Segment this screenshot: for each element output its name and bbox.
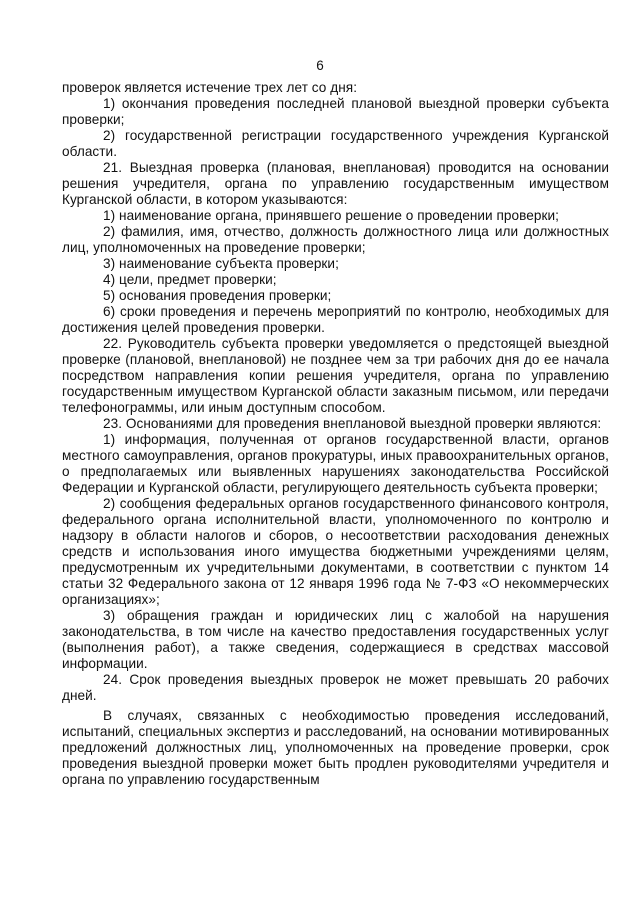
list-item-1-information: 1) информация, полученная от органов государственной власти, органов местного самоуправления, органов прокуратуры, иных правоохранительных органов, о предполагаемых или выявленных нарушениях законодательства Российской Федерации и Курганской области, регулирующего деятельность субъекта проверки; bbox=[62, 432, 609, 495]
clause-21: 21. Выездная проверка (плановая, внеплановая) проводится на основании решения учредителя, органа по управлению государственным имуществом Курганской области, в котором указываются: bbox=[62, 160, 609, 207]
paragraph-continuation: проверок является истечение трех лет со дня: bbox=[62, 80, 358, 95]
list-item-6-terms: 6) сроки проведения и перечень мероприятий по контролю, необходимых для достижения целей проведения проверки. bbox=[62, 304, 609, 335]
clause-22: 22. Руководитель субъекта проверки уведомляется о предстоящей выездной проверке (плановой, внеплановой) не позднее чем за три рабочих дня до ее начала посредством направления копии решения учредителя, органа по управлению государственным имуществом Курганской области заказным письмом, или передачи телефонограммы, или иным доступным способом. bbox=[62, 336, 609, 415]
list-item-3-complaints: 3) обращения граждан и юридических лиц с жалобой на нарушения законодательства, в том числе на качество предоставления государственных услуг (выполнения работ), а также сведения, содержащиеся в средствах массовой информации. bbox=[62, 608, 609, 671]
list-item-3-subject-name: 3) наименование субъекта проверки; bbox=[103, 256, 339, 271]
document-body bbox=[62, 80, 609, 788]
list-item-5-grounds: 5) основания проведения проверки; bbox=[103, 288, 332, 303]
paragraph-extension: В случаях, связанных с необходимостью проведения исследований, испытаний, специальных экспертиз и расследований, на основании мотивированных предложений должностных лиц, уполномоченных на проведение проверки, срок проведения выездной проверки может быть продлен руководителями учредителя и органа по управлению государственным bbox=[62, 708, 609, 787]
clause-23: 23. Основаниями для проведения внеплановой выездной проверки являются: bbox=[103, 416, 602, 431]
list-item-4-goals: 4) цели, предмет проверки; bbox=[103, 272, 277, 287]
clause-24: 24. Срок проведения выездных проверок не может превышать 20 рабочих дней. bbox=[62, 672, 609, 703]
list-item-1-authority-name: 1) наименование органа, принявшего решение о проведении проверки; bbox=[103, 208, 559, 223]
list-item-2-federal-reports: 2) сообщения федеральных органов государственного финансового контроля, федерального органа исполнительной власти, уполномоченного по контролю и надзору в области налогов и сборов, о несоответствии расходования денежных средств и использования иного имущества бюджетными учреждениями целям, предусмотренным их учредительными документами, в соответствии с пунктом 14 статьи 32 Федерального закона от 12 января 1996 года № 7-ФЗ «О некоммерческих организациях»; bbox=[62, 496, 609, 607]
list-item-2-state-registration: 2) государственной регистрации государственного учреждения Курганской области. bbox=[62, 128, 609, 159]
page-number: 6 bbox=[316, 58, 324, 73]
list-item-1-end-of-inspection: 1) окончания проведения последней плановой выездной проверки субъекта проверки; bbox=[62, 96, 609, 127]
list-item-2-official-names: 2) фамилия, имя, отчество, должность должностного лица или должностных лиц, уполномоченных на проведение проверки; bbox=[62, 224, 609, 255]
